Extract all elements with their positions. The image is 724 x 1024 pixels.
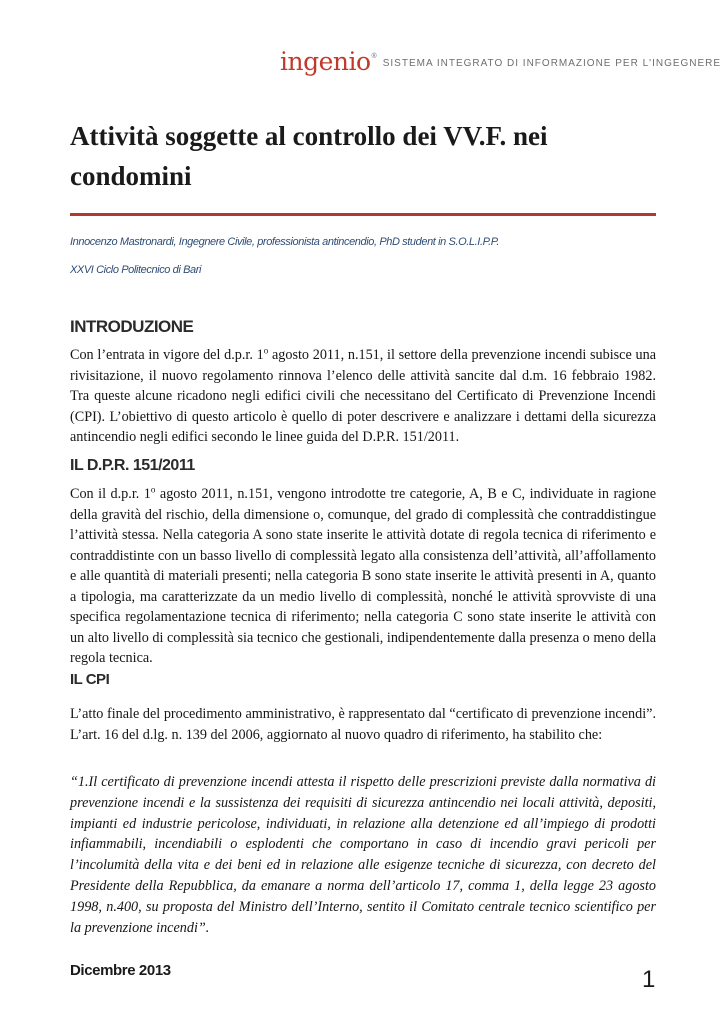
section-heading-introduzione: INTRODUZIONE (70, 317, 194, 336)
ingenio-logo: ingenio (280, 46, 371, 76)
legal-quote: “1.Il certificato di prevenzione incendi attesta il rispetto delle prescrizioni previste dalla normativa di prevenzione incendi e la sussistenza dei requisiti di sicurezza antincendio nei locali attività, depositi, impianti ed industrie pericolose, individuati, in relazione alla detenzione ed all’impiego di prodotti infiammabili, incendiabili o esplodenti che comportano in caso di incendio gravi pericoli per l’incolumità della vita e dei beni ed in relazione alle esigenze tecniche di sicurezza, con decreto del Presidente della Repubblica, da emanare a norma dell’articolo 17, comma 1, della legge 23 agosto 1998, n.400, su proposta del Ministro dell’Interno, sentito il Comitato centrale tecnico scientifico per la prevenzione incendi”. (70, 774, 656, 936)
header-logo (280, 46, 722, 76)
superscript: o (150, 484, 156, 495)
page-number: 1 (642, 966, 656, 993)
cpi-paragraph: L’atto finale del procedimento amministrativo, è rappresentato dal “certificato di prevenzione incendi”. L’art. 16 del d.lg. n. 139 del 2006, aggiornato al nuovo quadro di riferimento, ha stabilito che: (70, 706, 656, 743)
header-tagline: SISTEMA INTEGRATO DI INFORMAZIONE PER L'INGEGNERE (382, 57, 722, 69)
title-divider (70, 213, 656, 216)
registered-mark: ® (371, 52, 377, 60)
section-heading-cpi: IL CPI (70, 671, 110, 688)
article-title: Attività soggette al controllo dei VV.F. nei condomini (70, 121, 548, 191)
footer-date: Dicembre 2013 (70, 962, 171, 979)
author-line: Innocenzo Mastronardi, Ingegnere Civile, professionista antincendio, PhD student in S.O.L.I.P.P. (70, 236, 499, 248)
author-affiliation: XXVI Ciclo Politecnico di Bari (70, 264, 202, 276)
dpr-paragraph: Con il d.p.r. 1$^o$ agosto 2011, n.151, vengono introdotte tre categorie, A, B e C, individuate in ragione della gravità del rischio, della dimensione o, comunque, del grado di complessità che contraddistingue l’attività stessa. Nella categoria A sono state inserite le attività dotate di regola tecnica di riferimento e contraddistinte con un basso livello di complessità legato alla consistenza dell’attività, all’affollamento e alle quantità di materiali presenti; nella categoria B sono state inserite le attività presenti in A, quanto a tipologia, ma caratterizzate da un medio livello di complessità, nonché le attività sprovviste di una specifica regolamentazione tecnica di riferimento; nella categoria C sono state inserite le attività con un alto livello di complessità sia tecnico che gestionali, indipendentemente dalla presenza o meno della regola tecnica. (70, 484, 657, 666)
superscript: o (263, 345, 269, 356)
introduction-paragraph: Con l’entrata in vigore del d.p.r. 1$^o$ agosto 2011, n.151, il settore della prevenzione incendi subisce una rivisitazione, il nuovo regolamento rinnova l’elenco delle attività sancite dal d.m. 16 febbraio 1982. Tra queste alcune ricadono negli edifici civili che necessitano del Certificato di Prevenzione Incendi (CPI). L’obiettivo di questo articolo è quello di poter descrivere e analizzare i dettami della sicurezza antincendio negli edifici secondo le linee guida del D.P.R. 151/2011. (70, 345, 656, 445)
section-heading-dpr: IL D.P.R. 151/2011 (70, 457, 195, 474)
